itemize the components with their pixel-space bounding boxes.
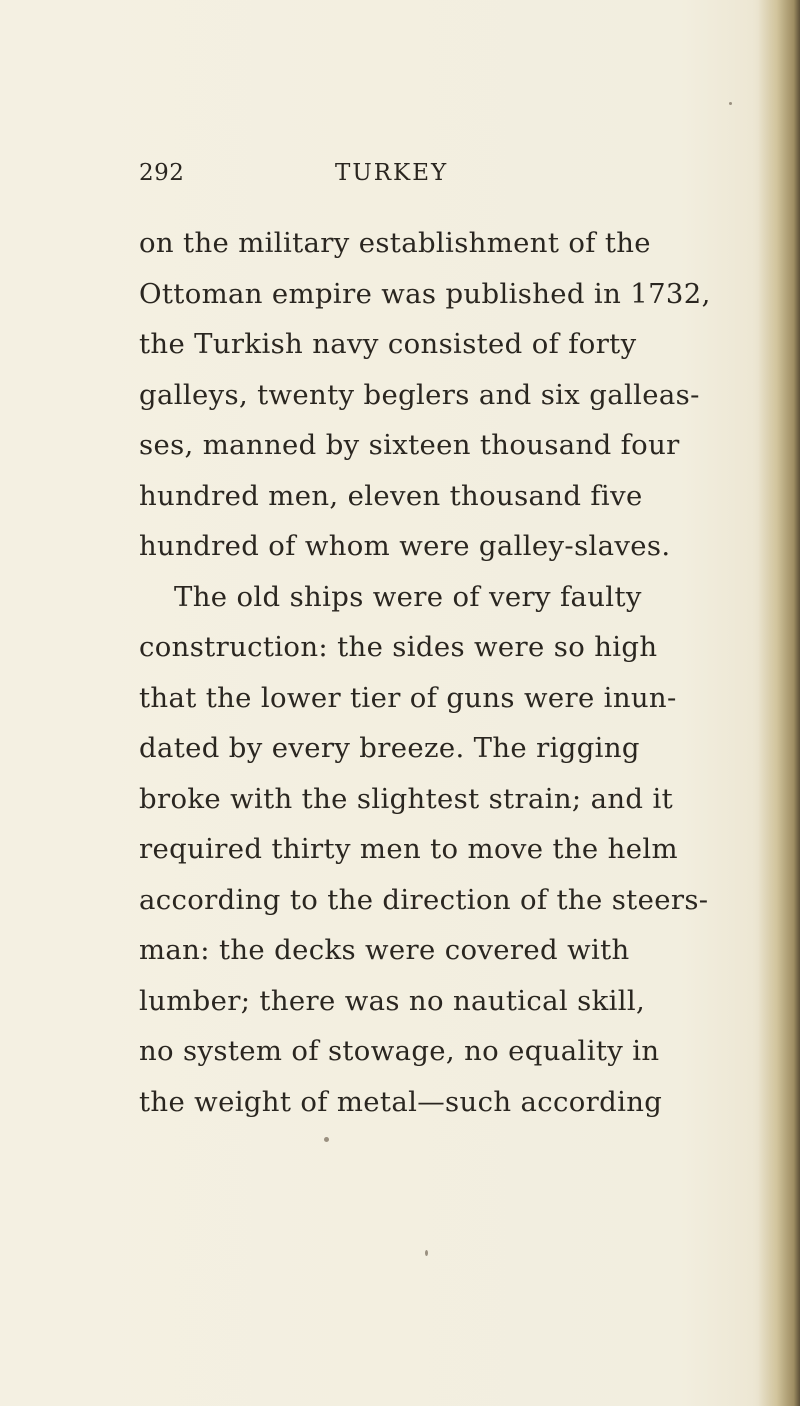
text-line: lumber; there was no nautical skill,: [139, 984, 646, 1017]
text-line: man: the decks were covered with: [139, 934, 630, 966]
text-line: construction: the sides were so high: [139, 631, 658, 663]
text-line: that the lower tier of guns were inun-: [139, 681, 677, 714]
paper-speck: [324, 1137, 329, 1142]
text-line: hundred of whom were galley-slaves.: [139, 530, 671, 562]
text-line: ses, manned by sixteen thousand four: [139, 429, 680, 461]
running-head: TURKEY: [335, 160, 449, 186]
page-number: 292: [139, 160, 185, 186]
text-line: Ottoman empire was published in 1732,: [139, 277, 711, 310]
text-line: dated by every breeze. The rigging: [139, 732, 640, 764]
text-line: no system of stowage, no equality in: [139, 1035, 660, 1067]
text-line: the weight of metal—such according: [139, 1085, 663, 1118]
text-line: required thirty men to move the helm: [139, 833, 678, 865]
paragraph-start-line: The old ships were of very faulty: [174, 580, 642, 613]
text-line: on the military establishment of the: [139, 227, 651, 259]
paper-speck: [425, 1250, 428, 1256]
text-line: the Turkish navy consisted of forty: [139, 328, 637, 360]
text-line: according to the direction of the steers-: [139, 883, 709, 916]
page-header: [139, 160, 739, 200]
text-line: broke with the slightest strain; and it: [139, 782, 674, 815]
body-text: [139, 218, 711, 1127]
page-binding-edge: [758, 0, 800, 1406]
text-line: galleys, twenty beglers and six galleas-: [139, 378, 700, 411]
paper-speck: [729, 102, 732, 105]
text-line: hundred men, eleven thousand five: [139, 479, 643, 512]
